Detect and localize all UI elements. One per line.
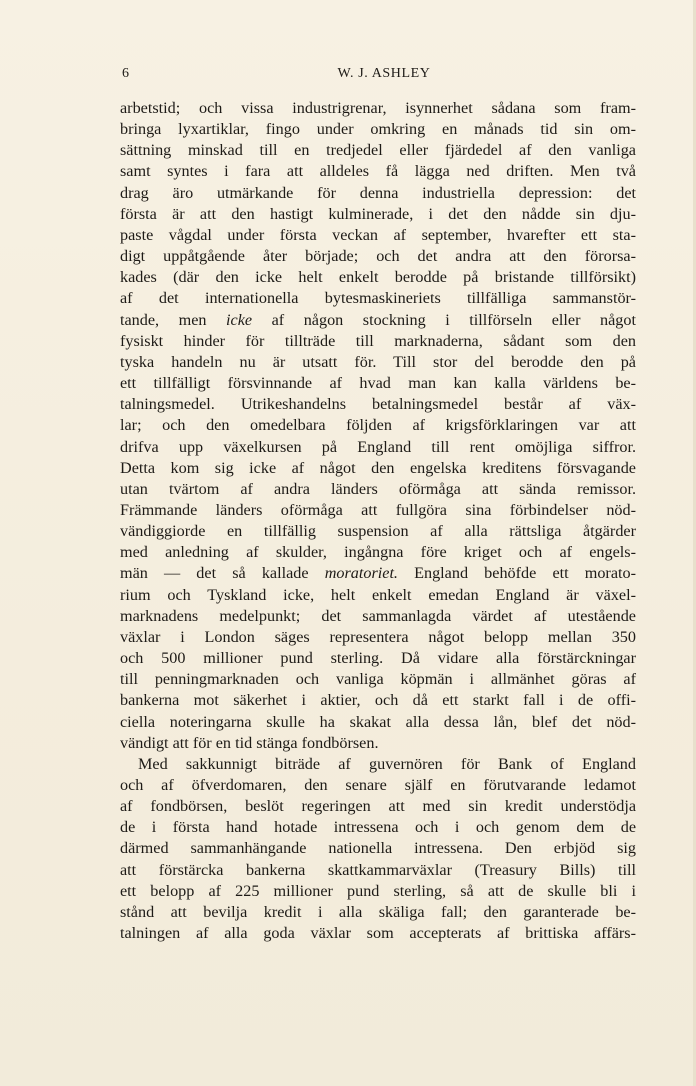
text-line: med anledning af skulder, ingångna före kriget och af engels- bbox=[120, 543, 636, 562]
text-line: att förstärcka bankerna skattkammarväxlar (Treasury Bills) till bbox=[120, 860, 636, 879]
text-line: paste vågdal under första veckan af september, hvarefter ett sta- bbox=[120, 225, 636, 244]
text-line: bankerna mot säkerhet i aktier, och då ett starkt fall i de offi- bbox=[120, 691, 636, 710]
text-line: samt syntes i fara att alldeles få lägga ned driften. Men två bbox=[120, 162, 636, 181]
text-segment: af någon stockning i tillförseln eller något bbox=[252, 310, 636, 329]
text-line: därmed sammanhängande nationella intressena. Den erbjöd sig bbox=[120, 839, 636, 858]
text-line: talningsmedel. Utrikeshandelns betalningsmedel består af väx- bbox=[120, 395, 636, 414]
text-line: och af öfverdomaren, den senare själf en förutvarande ledamot bbox=[120, 776, 636, 794]
text-line: växlar i London säges representera något belopp mellan 350 bbox=[120, 627, 636, 646]
text-line: bringa lyxartiklar, fingo under omkring en månads tid sin om- bbox=[120, 120, 636, 139]
text-line: drag äro utmärkande för denna industriella depression: det bbox=[120, 183, 636, 202]
text-line: drifva upp växelkursen på England till rent omöjliga siffror. bbox=[120, 437, 636, 456]
text-line: Med sakkunnigt biträde af guvernören för Bank of England bbox=[138, 754, 636, 773]
text-line: talningen af alla goda växlar som accepterats af brittiska affärs- bbox=[120, 924, 636, 943]
text-line: ett tillfälligt försvinnande af hvad man kan kalla världens be- bbox=[120, 374, 636, 393]
text-line: till penningmarknaden och vanliga köpmän i allmänhet göras af bbox=[120, 670, 636, 689]
page-header bbox=[122, 66, 636, 86]
text-line: sättning minskad till en tredjedel eller fjärdedel af den vanliga bbox=[120, 141, 636, 160]
text-line: digt uppåtgående åter började; och det andra att den förorsa- bbox=[120, 247, 636, 266]
text-line: första är att den hastigt kulminerade, i det den nådde sin dju- bbox=[120, 204, 636, 223]
text-line: kades (där den icke helt enkelt berodde på bristande tillförsikt) bbox=[120, 268, 636, 287]
text-line: af det internationella bytesmaskineriets tillfälliga sammanstör- bbox=[120, 289, 636, 308]
text-line: Främmande länders oförmåga att fullgöra sina förbindelser nöd- bbox=[120, 500, 636, 519]
text-line: utan tvärtom af andra länders oförmåga att sända remissor. bbox=[120, 479, 636, 498]
text-line: tyska handeln nu är utsatt för. Till stor del berodde den på bbox=[120, 352, 636, 371]
page-number: 6 bbox=[122, 66, 130, 81]
text-line: ciella noteringarna skulle ha skakat alla dessa lån, blef det nöd- bbox=[120, 712, 636, 731]
text-line: ett belopp af 225 millioner pund sterling, så att de skulle bli i bbox=[120, 881, 636, 900]
text-line: marknadens medelpunkt; det sammanlagda värdet af utestående bbox=[120, 606, 636, 625]
text-segment: tande, men bbox=[120, 310, 227, 329]
text-line bbox=[120, 563, 636, 584]
text-line: och 500 millioner pund sterling. Då vidare alla förstärckningar bbox=[120, 649, 636, 668]
text-line: arbetstid; och vissa industrigrenar, isynnerhet sådana som fram- bbox=[120, 99, 636, 117]
text-line: Detta kom sig icke af något den engelska kreditens försvagande bbox=[120, 458, 636, 477]
text-line: vändiggiorde en tillfällig suspension af alla rättsliga åtgärder bbox=[120, 522, 636, 541]
text-line: lar; och den omedelbara följden af krigsförklaringen var att bbox=[120, 416, 636, 435]
running-head: W. J. ASHLEY bbox=[337, 66, 431, 81]
text-segment: England behöfde ett morato- bbox=[397, 564, 636, 583]
body-text bbox=[120, 98, 636, 944]
text-line bbox=[120, 310, 636, 331]
text-line: af fondbörsen, beslöt regeringen att med sin kredit understödja bbox=[120, 797, 636, 816]
emphasized-word: moratoriet. bbox=[324, 564, 398, 583]
text-line: vändigt att för en tid stänga fondbörsen. bbox=[120, 733, 379, 752]
text-line: fysiskt hinder för tillträde till marknaderna, sådant som den bbox=[120, 331, 636, 350]
emphasized-word: icke bbox=[226, 310, 253, 329]
text-segment: män — det så kallade bbox=[120, 564, 325, 583]
text-line: stånd att bevilja kredit i alla skäliga fall; den garanterade be- bbox=[120, 902, 636, 921]
text-line: rium och Tyskland icke, helt enkelt emedan England är växel- bbox=[120, 585, 636, 604]
text-line: de i första hand hotade intressena och i och genom dem de bbox=[120, 818, 636, 837]
